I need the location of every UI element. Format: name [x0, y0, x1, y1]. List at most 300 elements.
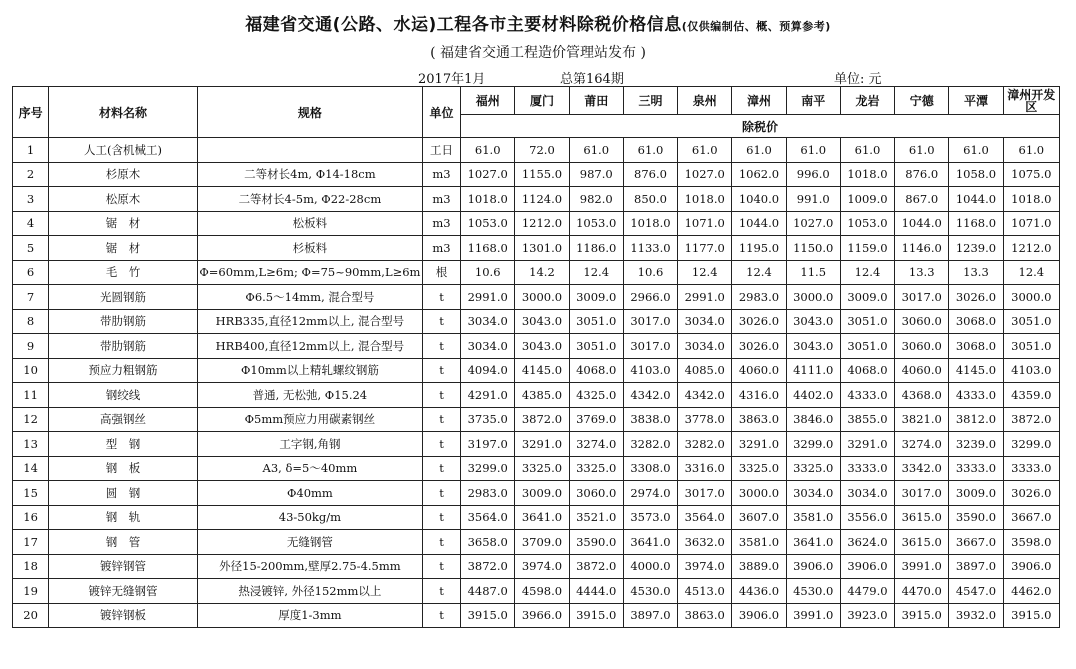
header-name: 材料名称 [49, 87, 198, 138]
price-cell: 1195.0 [732, 236, 786, 261]
price-table [12, 86, 1060, 628]
meta-row [0, 68, 1076, 86]
price-cell: 3333.0 [949, 456, 1003, 481]
price-cell: 4368.0 [895, 383, 949, 408]
material-unit: t [422, 505, 460, 530]
price-cell: 3906.0 [786, 554, 840, 579]
material-unit: t [422, 383, 460, 408]
price-cell: 1058.0 [949, 162, 1003, 187]
price-cell: 3709.0 [515, 530, 569, 555]
price-cell: 1133.0 [623, 236, 677, 261]
price-cell: 2983.0 [732, 285, 786, 310]
price-cell: 4060.0 [732, 358, 786, 383]
material-spec: Φ=60mm,L≥6m; Φ=75~90mm,L≥6m [197, 260, 422, 285]
price-cell: 1044.0 [949, 187, 1003, 212]
price-cell: 3051.0 [569, 334, 623, 359]
price-cell: 61.0 [623, 138, 677, 163]
header-city: 福州 [461, 87, 515, 115]
row-number: 19 [13, 579, 49, 604]
price-cell: 3034.0 [461, 309, 515, 334]
price-cell: 876.0 [895, 162, 949, 187]
price-cell: 3060.0 [895, 309, 949, 334]
price-cell: 4291.0 [461, 383, 515, 408]
price-cell: 11.5 [786, 260, 840, 285]
price-cell: 3026.0 [1003, 481, 1059, 506]
price-cell: 3769.0 [569, 407, 623, 432]
material-name: 钢 管 [49, 530, 198, 555]
table-row [13, 260, 1060, 285]
material-unit: m3 [422, 211, 460, 236]
price-cell: 3872.0 [515, 407, 569, 432]
price-cell: 3274.0 [895, 432, 949, 457]
price-cell: 4145.0 [949, 358, 1003, 383]
price-cell: 1150.0 [786, 236, 840, 261]
price-cell: 3026.0 [732, 334, 786, 359]
price-cell: 61.0 [895, 138, 949, 163]
price-cell: 1018.0 [461, 187, 515, 212]
table-row [13, 358, 1060, 383]
material-name: 高强钢丝 [49, 407, 198, 432]
price-cell: 4470.0 [895, 579, 949, 604]
material-name: 杉原木 [49, 162, 198, 187]
material-name: 带肋钢筋 [49, 334, 198, 359]
price-cell: 3556.0 [840, 505, 894, 530]
price-cell: 3000.0 [515, 285, 569, 310]
price-cell: 4068.0 [569, 358, 623, 383]
material-spec: 厚度1-3mm [197, 603, 422, 628]
price-cell: 3564.0 [678, 505, 732, 530]
price-cell: 4103.0 [623, 358, 677, 383]
price-cell: 3034.0 [840, 481, 894, 506]
material-unit: t [422, 456, 460, 481]
row-number: 8 [13, 309, 49, 334]
price-cell: 3658.0 [461, 530, 515, 555]
price-cell: 3838.0 [623, 407, 677, 432]
price-cell: 3915.0 [895, 603, 949, 628]
price-cell: 12.4 [840, 260, 894, 285]
price-cell: 1212.0 [1003, 236, 1059, 261]
price-cell: 3009.0 [840, 285, 894, 310]
header-price-label: 除税价 [461, 115, 1060, 138]
price-cell: 3923.0 [840, 603, 894, 628]
price-cell: 4487.0 [461, 579, 515, 604]
material-name: 钢绞线 [49, 383, 198, 408]
price-cell: 4513.0 [678, 579, 732, 604]
price-cell: 3778.0 [678, 407, 732, 432]
price-cell: 1177.0 [678, 236, 732, 261]
table-row [13, 285, 1060, 310]
price-cell: 3915.0 [461, 603, 515, 628]
header-city: 莆田 [569, 87, 623, 115]
material-name: 锯 材 [49, 211, 198, 236]
price-cell: 3325.0 [732, 456, 786, 481]
material-unit: t [422, 407, 460, 432]
material-spec: Φ5mm预应力用碳素钢丝 [197, 407, 422, 432]
price-cell: 1044.0 [732, 211, 786, 236]
row-number: 2 [13, 162, 49, 187]
price-cell: 1212.0 [515, 211, 569, 236]
price-cell: 61.0 [461, 138, 515, 163]
table-row [13, 138, 1060, 163]
material-unit: t [422, 530, 460, 555]
price-cell: 1018.0 [1003, 187, 1059, 212]
price-cell: 867.0 [895, 187, 949, 212]
price-cell: 4479.0 [840, 579, 894, 604]
price-cell: 996.0 [786, 162, 840, 187]
price-cell: 1018.0 [678, 187, 732, 212]
price-cell: 4316.0 [732, 383, 786, 408]
material-spec: 杉板料 [197, 236, 422, 261]
price-cell: 3299.0 [461, 456, 515, 481]
price-cell: 4145.0 [515, 358, 569, 383]
price-cell: 3060.0 [895, 334, 949, 359]
price-cell: 3915.0 [569, 603, 623, 628]
price-cell: 3897.0 [623, 603, 677, 628]
material-name: 圆 钢 [49, 481, 198, 506]
price-cell: 3812.0 [949, 407, 1003, 432]
price-cell: 1159.0 [840, 236, 894, 261]
price-cell: 4000.0 [623, 554, 677, 579]
price-cell: 3299.0 [1003, 432, 1059, 457]
material-name: 镀锌钢管 [49, 554, 198, 579]
material-unit: t [422, 334, 460, 359]
row-number: 6 [13, 260, 49, 285]
price-cell: 1155.0 [515, 162, 569, 187]
price-cell: 3051.0 [1003, 309, 1059, 334]
price-cell: 1053.0 [461, 211, 515, 236]
price-cell: 3573.0 [623, 505, 677, 530]
price-cell: 4085.0 [678, 358, 732, 383]
material-unit: 根 [422, 260, 460, 285]
price-cell: 3000.0 [1003, 285, 1059, 310]
price-cell: 4333.0 [840, 383, 894, 408]
material-spec: 二等材长4-5m, Φ22-28cm [197, 187, 422, 212]
price-cell: 3009.0 [515, 481, 569, 506]
price-cell: 3017.0 [895, 285, 949, 310]
price-cell: 3564.0 [461, 505, 515, 530]
material-spec: 普通, 无松弛, Φ15.24 [197, 383, 422, 408]
price-cell: 13.3 [895, 260, 949, 285]
price-cell: 10.6 [623, 260, 677, 285]
period-label: 2017年1月 [418, 72, 486, 87]
price-cell: 4342.0 [678, 383, 732, 408]
price-cell: 3325.0 [786, 456, 840, 481]
row-number: 18 [13, 554, 49, 579]
table-row [13, 603, 1060, 628]
price-cell: 3316.0 [678, 456, 732, 481]
price-cell: 3034.0 [678, 334, 732, 359]
header-city: 泉州 [678, 87, 732, 115]
price-cell: 4530.0 [786, 579, 840, 604]
price-cell: 13.3 [949, 260, 1003, 285]
price-cell: 4444.0 [569, 579, 623, 604]
row-number: 15 [13, 481, 49, 506]
table-row [13, 187, 1060, 212]
price-cell: 3624.0 [840, 530, 894, 555]
header-seq: 序号 [13, 87, 49, 138]
price-cell: 12.4 [569, 260, 623, 285]
price-cell: 3581.0 [732, 530, 786, 555]
material-unit: t [422, 432, 460, 457]
price-cell: 3325.0 [515, 456, 569, 481]
material-spec: A3, δ=5～40mm [197, 456, 422, 481]
price-cell: 3051.0 [840, 309, 894, 334]
price-cell: 4094.0 [461, 358, 515, 383]
price-cell: 12.4 [732, 260, 786, 285]
price-cell: 850.0 [623, 187, 677, 212]
price-cell: 3872.0 [461, 554, 515, 579]
material-spec: Φ40mm [197, 481, 422, 506]
price-cell: 1018.0 [840, 162, 894, 187]
row-number: 9 [13, 334, 49, 359]
price-cell: 3906.0 [840, 554, 894, 579]
material-name: 钢 板 [49, 456, 198, 481]
price-cell: 987.0 [569, 162, 623, 187]
price-cell: 4462.0 [1003, 579, 1059, 604]
price-cell: 3974.0 [678, 554, 732, 579]
price-cell: 1044.0 [895, 211, 949, 236]
price-cell: 4402.0 [786, 383, 840, 408]
price-cell: 982.0 [569, 187, 623, 212]
price-cell: 3735.0 [461, 407, 515, 432]
price-cell: 4333.0 [949, 383, 1003, 408]
price-cell: 3043.0 [515, 309, 569, 334]
price-cell: 2966.0 [623, 285, 677, 310]
price-cell: 991.0 [786, 187, 840, 212]
price-cell: 3915.0 [1003, 603, 1059, 628]
price-cell: 61.0 [786, 138, 840, 163]
price-cell: 3282.0 [678, 432, 732, 457]
price-cell: 3026.0 [732, 309, 786, 334]
row-number: 10 [13, 358, 49, 383]
price-cell: 4385.0 [515, 383, 569, 408]
header-city: 漳州 [732, 87, 786, 115]
row-number: 20 [13, 603, 49, 628]
price-cell: 3000.0 [732, 481, 786, 506]
price-cell: 3342.0 [895, 456, 949, 481]
material-unit: 工日 [422, 138, 460, 163]
material-spec: Φ10mm以上精轧螺纹钢筋 [197, 358, 422, 383]
price-cell: 3299.0 [786, 432, 840, 457]
price-cell: 1146.0 [895, 236, 949, 261]
price-cell: 4068.0 [840, 358, 894, 383]
header-unit: 单位 [422, 87, 460, 138]
price-cell: 3615.0 [895, 505, 949, 530]
material-spec: 无缝钢管 [197, 530, 422, 555]
price-cell: 3197.0 [461, 432, 515, 457]
title-text: 福建省交通(公路、水运)工程各市主要材料除税价格信息 [245, 15, 682, 35]
price-cell: 1062.0 [732, 162, 786, 187]
price-cell: 3906.0 [732, 603, 786, 628]
price-cell: 61.0 [678, 138, 732, 163]
issue-label: 总第164期 [560, 72, 624, 87]
price-cell: 3667.0 [949, 530, 1003, 555]
price-cell: 3060.0 [569, 481, 623, 506]
row-number: 13 [13, 432, 49, 457]
price-cell: 4598.0 [515, 579, 569, 604]
price-cell: 3991.0 [895, 554, 949, 579]
material-spec: 热浸镀锌, 外径152mm以上 [197, 579, 422, 604]
price-cell: 1053.0 [840, 211, 894, 236]
material-unit: t [422, 285, 460, 310]
table-row [13, 334, 1060, 359]
price-cell: 61.0 [732, 138, 786, 163]
table-row [13, 211, 1060, 236]
price-cell: 3043.0 [786, 309, 840, 334]
price-cell: 3017.0 [623, 309, 677, 334]
material-name: 人工(含机械工) [49, 138, 198, 163]
unit-label: 单位: 元 [834, 72, 882, 87]
price-cell: 3009.0 [569, 285, 623, 310]
material-spec: 工字钢,角钢 [197, 432, 422, 457]
material-spec: Φ6.5～14mm, 混合型号 [197, 285, 422, 310]
header-city: 三明 [623, 87, 677, 115]
price-cell: 1168.0 [949, 211, 1003, 236]
price-cell: 3821.0 [895, 407, 949, 432]
price-cell: 3043.0 [515, 334, 569, 359]
price-cell: 3872.0 [1003, 407, 1059, 432]
material-unit: m3 [422, 236, 460, 261]
price-cell: 3863.0 [732, 407, 786, 432]
row-number: 16 [13, 505, 49, 530]
header-city: 宁德 [895, 87, 949, 115]
price-cell: 3598.0 [1003, 530, 1059, 555]
price-cell: 3333.0 [840, 456, 894, 481]
row-number: 12 [13, 407, 49, 432]
price-cell: 2974.0 [623, 481, 677, 506]
price-cell: 3863.0 [678, 603, 732, 628]
material-spec: HRB335,直径12mm以上, 混合型号 [197, 309, 422, 334]
material-name: 镀锌无缝钢管 [49, 579, 198, 604]
price-cell: 3581.0 [786, 505, 840, 530]
material-spec: 43-50kg/m [197, 505, 422, 530]
price-cell: 3906.0 [1003, 554, 1059, 579]
price-cell: 3590.0 [569, 530, 623, 555]
price-cell: 3068.0 [949, 309, 1003, 334]
price-cell: 1009.0 [840, 187, 894, 212]
price-cell: 12.4 [1003, 260, 1059, 285]
material-unit: t [422, 309, 460, 334]
material-name: 光圆钢筋 [49, 285, 198, 310]
price-cell: 3034.0 [461, 334, 515, 359]
price-cell: 4060.0 [895, 358, 949, 383]
price-cell: 1186.0 [569, 236, 623, 261]
watermark-fade [716, 646, 1056, 666]
price-cell: 3641.0 [515, 505, 569, 530]
price-cell: 3274.0 [569, 432, 623, 457]
price-cell: 3846.0 [786, 407, 840, 432]
price-cell: 4547.0 [949, 579, 1003, 604]
price-cell: 3607.0 [732, 505, 786, 530]
table-row [13, 456, 1060, 481]
material-spec: HRB400,直径12mm以上, 混合型号 [197, 334, 422, 359]
price-cell: 3615.0 [895, 530, 949, 555]
price-cell: 3966.0 [515, 603, 569, 628]
price-cell: 3017.0 [623, 334, 677, 359]
row-number: 17 [13, 530, 49, 555]
price-cell: 1027.0 [678, 162, 732, 187]
price-cell: 3641.0 [623, 530, 677, 555]
price-cell: 3017.0 [895, 481, 949, 506]
price-cell: 4530.0 [623, 579, 677, 604]
table-row [13, 236, 1060, 261]
price-cell: 3667.0 [1003, 505, 1059, 530]
price-cell: 3333.0 [1003, 456, 1059, 481]
price-cell: 12.4 [678, 260, 732, 285]
page-title [0, 10, 1076, 35]
price-cell: 61.0 [569, 138, 623, 163]
material-name: 毛 竹 [49, 260, 198, 285]
price-cell: 3000.0 [786, 285, 840, 310]
price-cell: 2983.0 [461, 481, 515, 506]
material-name: 松原木 [49, 187, 198, 212]
header-row [13, 87, 1060, 115]
price-cell: 4342.0 [623, 383, 677, 408]
header-city: 南平 [786, 87, 840, 115]
material-unit: t [422, 358, 460, 383]
price-cell: 1075.0 [1003, 162, 1059, 187]
row-number: 7 [13, 285, 49, 310]
material-unit: m3 [422, 162, 460, 187]
row-number: 5 [13, 236, 49, 261]
price-cell: 3068.0 [949, 334, 1003, 359]
price-cell: 1168.0 [461, 236, 515, 261]
price-cell: 61.0 [840, 138, 894, 163]
price-cell: 1301.0 [515, 236, 569, 261]
header-city: 漳州开发区 [1003, 87, 1059, 115]
table-row [13, 162, 1060, 187]
table-row [13, 554, 1060, 579]
price-cell: 3026.0 [949, 285, 1003, 310]
price-cell: 3291.0 [840, 432, 894, 457]
material-spec: 松板料 [197, 211, 422, 236]
price-cell: 1027.0 [786, 211, 840, 236]
material-unit: t [422, 579, 460, 604]
price-cell: 3034.0 [678, 309, 732, 334]
price-cell: 3308.0 [623, 456, 677, 481]
price-cell: 3991.0 [786, 603, 840, 628]
price-cell: 1053.0 [569, 211, 623, 236]
table-body [13, 138, 1060, 628]
header-spec: 规格 [197, 87, 422, 138]
material-spec [197, 138, 422, 163]
table-row [13, 309, 1060, 334]
material-spec: 二等材长4m, Φ14-18cm [197, 162, 422, 187]
publisher-subtitle: ( 福建省交通工程造价管理站发布 ) [430, 45, 646, 61]
price-cell: 4111.0 [786, 358, 840, 383]
price-cell: 3239.0 [949, 432, 1003, 457]
title-note: (仅供编制估、概、预算参考) [681, 20, 831, 33]
price-cell: 3932.0 [949, 603, 1003, 628]
price-cell: 61.0 [949, 138, 1003, 163]
material-unit: t [422, 481, 460, 506]
price-cell: 3051.0 [1003, 334, 1059, 359]
table-row [13, 481, 1060, 506]
price-cell: 3325.0 [569, 456, 623, 481]
table-row [13, 579, 1060, 604]
price-cell: 1040.0 [732, 187, 786, 212]
price-cell: 1239.0 [949, 236, 1003, 261]
price-cell: 3632.0 [678, 530, 732, 555]
price-cell: 3889.0 [732, 554, 786, 579]
price-cell: 4359.0 [1003, 383, 1059, 408]
row-number: 1 [13, 138, 49, 163]
price-cell: 2991.0 [461, 285, 515, 310]
material-name: 钢 轨 [49, 505, 198, 530]
material-name: 型 钢 [49, 432, 198, 457]
material-name: 锯 材 [49, 236, 198, 261]
price-cell: 3291.0 [732, 432, 786, 457]
